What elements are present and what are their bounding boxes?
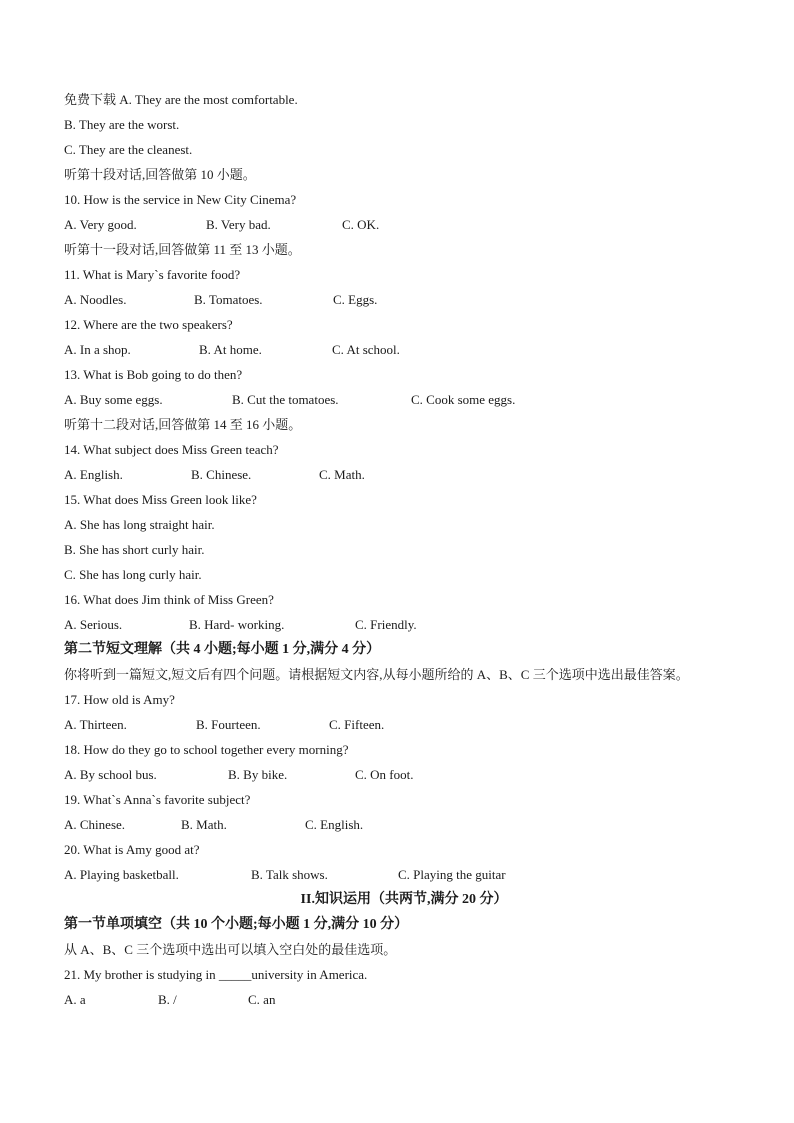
option-a: A. Noodles. xyxy=(64,292,127,307)
option-b: B. Talk shows. xyxy=(251,867,328,882)
options-14 xyxy=(64,462,744,487)
option-b: B. At home. xyxy=(199,342,262,357)
options-10 xyxy=(64,212,744,237)
option-a: A. Thirteen. xyxy=(64,717,127,732)
option-b: B. Chinese. xyxy=(191,467,252,482)
question-15: 15. What does Miss Green look like? xyxy=(64,492,257,507)
option-b: B. Very bad. xyxy=(206,217,271,232)
options-16 xyxy=(64,612,744,637)
option-9a: 免费下载 A. They are the most comfortable. xyxy=(64,92,298,107)
option-c: C. Playing the guitar xyxy=(398,867,506,882)
question-16: 16. What does Jim think of Miss Green? xyxy=(64,592,274,607)
option-b: B. Hard- working. xyxy=(189,617,285,632)
option-a: A. By school bus. xyxy=(64,767,157,782)
question-19: 19. What`s Anna`s favorite subject? xyxy=(64,792,251,807)
option-a: A. In a shop. xyxy=(64,342,131,357)
option-b: B. Cut the tomatoes. xyxy=(232,392,339,407)
options-13 xyxy=(64,387,744,412)
question-12: 12. Where are the two speakers? xyxy=(64,317,233,332)
option-c: C. At school. xyxy=(332,342,400,357)
question-17: 17. How old is Amy? xyxy=(64,692,175,707)
option-a: A. Very good. xyxy=(64,217,137,232)
option-c: C. Friendly. xyxy=(355,617,417,632)
options-20 xyxy=(64,862,744,887)
option-a: A. Chinese. xyxy=(64,817,126,832)
option-9b: B. They are the worst. xyxy=(64,117,180,132)
option-c: C. OK. xyxy=(342,217,380,232)
option-c: C. On foot. xyxy=(355,767,414,782)
question-21: 21. My brother is studying in _____university in America. xyxy=(64,967,368,982)
exam-page xyxy=(64,87,744,1012)
part-2-title: II.知识运用（共两节,满分 20 分） xyxy=(300,892,508,907)
option-9c: C. They are the cleanest. xyxy=(64,142,193,157)
option-a: A. Playing basketball. xyxy=(64,867,179,882)
option-c: C. an xyxy=(248,992,276,1007)
section-2-instructions: 你将听到一篇短文,短文后有四个问题。请根据短文内容,从每小题所给的 A、B、C 三个选项中选出最佳答案。 xyxy=(64,667,689,682)
option-a: A. English. xyxy=(64,467,123,482)
section-intro-12: 听第十二段对话,回答做第 14 至 16 小题。 xyxy=(64,417,302,432)
option-15c: C. She has long curly hair. xyxy=(64,567,202,582)
question-14: 14. What subject does Miss Green teach? xyxy=(64,442,279,457)
section-intro-10: 听第十段对话,回答做第 10 小题。 xyxy=(64,167,256,182)
option-a: A. Serious. xyxy=(64,617,123,632)
options-21 xyxy=(64,987,744,1012)
question-13: 13. What is Bob going to do then? xyxy=(64,367,243,382)
option-c: C. Eggs. xyxy=(333,292,378,307)
option-b: B. Fourteen. xyxy=(196,717,261,732)
part-2-section-1-title: 第一节单项填空（共 10 个小题;每小题 1 分,满分 10 分） xyxy=(64,917,409,932)
section-intro-11: 听第十一段对话,回答做第 11 至 13 小题。 xyxy=(64,242,301,257)
option-c: C. Cook some eggs. xyxy=(411,392,516,407)
question-20: 20. What is Amy good at? xyxy=(64,842,200,857)
option-c: C. English. xyxy=(305,817,364,832)
question-11: 11. What is Mary`s favorite food? xyxy=(64,267,241,282)
options-19 xyxy=(64,812,744,837)
option-c: C. Fifteen. xyxy=(329,717,385,732)
question-10: 10. How is the service in New City Cinema? xyxy=(64,192,297,207)
options-11 xyxy=(64,287,744,312)
option-a: A. Buy some eggs. xyxy=(64,392,163,407)
part-2-section-1-instructions: 从 A、B、C 三个选项中选出可以填入空白处的最佳选项。 xyxy=(64,942,397,957)
section-2-title: 第二节短文理解（共 4 小题;每小题 1 分,满分 4 分） xyxy=(64,642,381,657)
options-12 xyxy=(64,337,744,362)
options-18 xyxy=(64,762,744,787)
option-b: B. Tomatoes. xyxy=(194,292,263,307)
option-c: C. Math. xyxy=(319,467,365,482)
option-15b: B. She has short curly hair. xyxy=(64,542,205,557)
option-b: B. / xyxy=(158,992,177,1007)
option-b: B. Math. xyxy=(181,817,227,832)
option-a: A. a xyxy=(64,992,86,1007)
option-15a: A. She has long straight hair. xyxy=(64,517,215,532)
options-17 xyxy=(64,712,744,737)
option-b: B. By bike. xyxy=(228,767,288,782)
question-18: 18. How do they go to school together every morning? xyxy=(64,742,349,757)
